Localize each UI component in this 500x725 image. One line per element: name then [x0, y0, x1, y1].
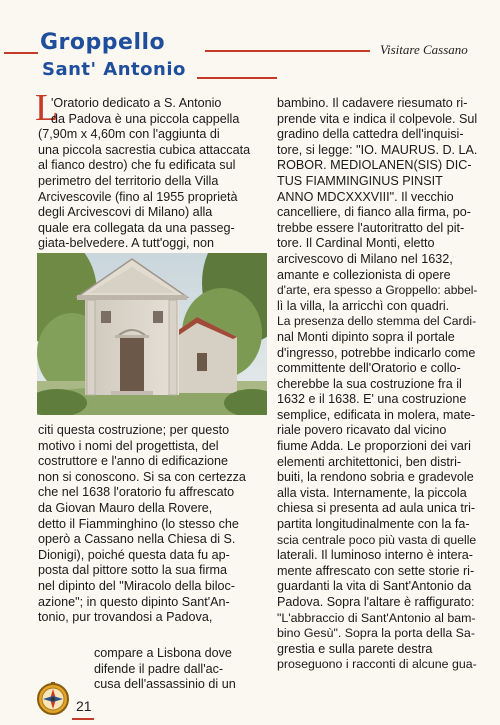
- text-line: partita longitudinalmente con la fa-: [277, 517, 470, 532]
- article-column-1-end: [94, 646, 274, 693]
- text-line: bambino. Il cadavere riesumato ri-: [277, 96, 468, 110]
- text-line: scia centrale poco più vasta di quelle: [277, 532, 477, 547]
- text-line: chiesa si presenta ad aula unica tri-: [277, 501, 476, 516]
- text-line: alla vista. Internamente, la piccola: [277, 485, 467, 500]
- text-line: posta dal pittore sotto la sua firma: [38, 563, 228, 578]
- text-line: tonio, pur trovandosi a Padova,: [38, 610, 213, 625]
- text-line: non si conoscono. Si sa con certezza: [38, 469, 246, 484]
- text-line: 1632 e il 1638. E' una costruzione: [277, 392, 467, 407]
- drop-cap: L: [35, 87, 59, 129]
- text-line: ROBOR. MEDIOLANEN(SIS) DIC-: [277, 158, 472, 173]
- text-line: d'ingresso, potrebbe indicarlo come: [277, 345, 476, 360]
- text-line: tore. Il Cardinal Monti, eletto: [277, 236, 435, 251]
- text-line: perimetro del territorio della Villa: [38, 173, 219, 188]
- text-line: trebbe essere l'autoritratto del pit-: [277, 220, 465, 235]
- text-line: difende il padre dall'ac-: [94, 661, 224, 676]
- text-line: grestia e sulla parete destra: [277, 641, 433, 656]
- text-line: azione"; in questo dipinto Sant'An-: [38, 594, 230, 609]
- text-line: semplice, edificata in molera, mate-: [277, 407, 476, 422]
- text-line: costruttore e l'anno di edificazione: [38, 454, 229, 469]
- text-line: fiume Adda. Le proporzioni dei vari: [277, 439, 471, 454]
- text-line: (7,90m x 4,60m con l'aggiunta di: [38, 127, 220, 142]
- text-line: arcivescovo di Milano nel 1632,: [277, 251, 453, 266]
- text-line: amante e collezionista di opere: [277, 267, 451, 282]
- chapel-illustration: [37, 253, 267, 415]
- text-line: degli Arcivescovi di Milano) alla: [38, 205, 213, 220]
- text-line: mente affrescato con sette storie ri-: [277, 563, 475, 578]
- text-line: tore, si legge: "IO. MAURUS. D. LA.: [277, 142, 478, 157]
- text-line: cusa dell'assassinio di un: [94, 677, 236, 692]
- text-line: elementi architettonici, ben distri-: [277, 454, 462, 469]
- text-line: "L'abbraccio di Sant'Antonio al bam-: [277, 610, 476, 625]
- text-line: che nel 1638 l'oratorio fu affrescato: [38, 485, 235, 500]
- text-line: buiti, la rendono sobria e gradevole: [277, 470, 474, 485]
- text-line: gradino della cattedra dell'inquisi-: [277, 127, 464, 142]
- text-line: ANNO MDCXXXVIII". Il vecchio: [277, 189, 454, 204]
- text-line: al fianco destro) che fu edificata sul: [38, 158, 236, 173]
- footer-rule: [72, 718, 94, 720]
- section-label: Visitare Cassano: [380, 42, 468, 57]
- text-line: giata-belvedere. A tutt'oggi, non: [38, 236, 215, 251]
- text-line: cherebbe la sua costruzione fra il: [277, 376, 462, 391]
- text-line: bino Gesù". Sopra la porta della Sa-: [277, 626, 475, 641]
- page-title: Groppello: [40, 30, 166, 55]
- text-line: lì la villa, la arricchì con quadri.: [277, 298, 450, 313]
- text-line: nal Monti dipinto sopra il portale: [277, 329, 455, 344]
- text-line: Arcivescovile (fino al 1955 proprietà: [38, 189, 238, 204]
- text-line: da Giovan Mauro della Rovere,: [38, 500, 213, 515]
- text-line: operò a Cassano nella Chiesa di S.: [38, 532, 236, 547]
- text-line: quale era collegata da una passeg-: [38, 220, 235, 235]
- page-subtitle: Sant' Antonio: [42, 59, 186, 80]
- text-line: TUS FIAMMINGINUS PINSIT: [277, 173, 443, 188]
- text-line: 'Oratorio dedicato a S. Antonio: [51, 96, 222, 110]
- text-line: citi questa costruzione; per questo: [38, 423, 230, 437]
- article-column-1-bottom: [38, 423, 268, 626]
- text-line: laterali. Il luminoso interno è intera-: [277, 548, 473, 563]
- text-line: Padova. Sopra l'altare è raffigurato:: [277, 595, 475, 609]
- text-line: d'arte, era spesso a Groppello: abbel-: [277, 283, 478, 298]
- oratory-photo: [37, 253, 267, 415]
- article-column-2: [277, 96, 477, 673]
- header-rule-right: [197, 77, 277, 79]
- text-line: guardanti la vita di Sant'Antonio da: [277, 579, 472, 594]
- text-line: riale povero ricavato dal vicino: [277, 423, 447, 438]
- text-line: da Padova è una piccola cappella: [51, 111, 240, 126]
- header-rule-left: [4, 52, 38, 54]
- text-line: prende vita e indica il colpevole. Sul: [277, 111, 478, 126]
- text-line: proseguono i racconti di alcune gua-: [277, 657, 477, 672]
- text-line: committente dell'Oratorio e collo-: [277, 361, 461, 376]
- header-rule-mid: [205, 50, 370, 52]
- text-line: detto il Fiamminghino (lo stesso che: [38, 516, 239, 531]
- text-line: Dionigi), poiché questa data fu ap-: [38, 547, 230, 562]
- compass-icon: [36, 682, 70, 716]
- text-line: nel dipinto del "Miracolo della biloc-: [38, 578, 235, 593]
- text-line: motivo i nomi del progettista, del: [38, 438, 219, 453]
- text-line: cancelliere, di fianco alla firma, po-: [277, 205, 471, 220]
- text-line: compare a Lisbona dove: [94, 646, 232, 660]
- text-line: La presenza dello stemma del Cardi-: [277, 314, 477, 329]
- text-line: una piccola sacrestia cubica attaccata: [38, 142, 251, 157]
- page-number: 21: [76, 698, 92, 714]
- article-column-1-top: [38, 96, 268, 268]
